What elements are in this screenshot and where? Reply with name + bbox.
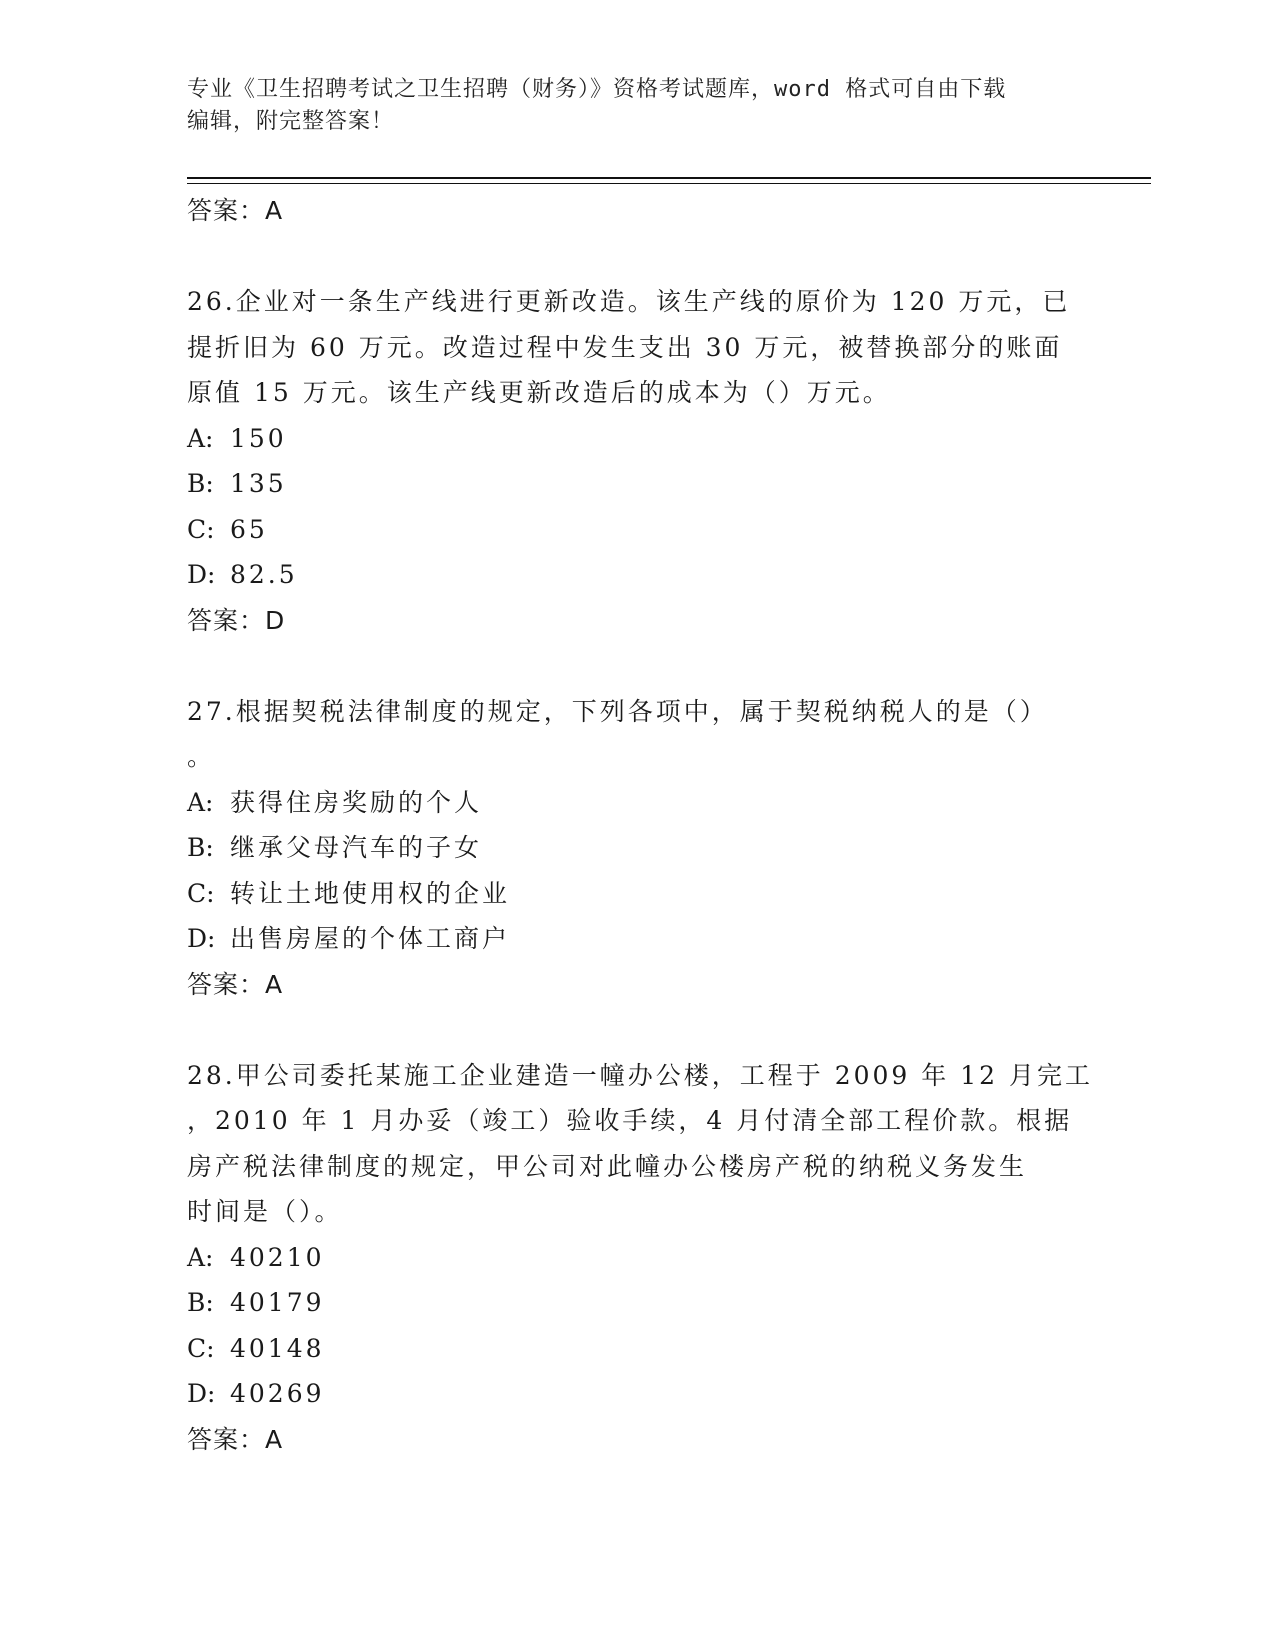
question-26 — [187, 279, 1087, 643]
option-text: 出售房屋的个体工商户 — [230, 924, 511, 953]
option-d — [187, 916, 1087, 962]
answer: 答案：A — [187, 969, 284, 999]
question-text-line: 原值 15 万元。该生产线更新改造后的成本为（）万元。 — [187, 378, 891, 407]
option-b — [187, 1280, 1087, 1326]
option-label: B: — [187, 1288, 214, 1317]
option-label: A: — [187, 1242, 214, 1272]
question-27 — [187, 689, 1087, 1008]
previous-answer: 答案：A — [187, 196, 284, 225]
question-text-line: ，2010 年 1 月办妥（竣工）验收手续，4 月付清全部工程价款。根据 — [187, 1106, 1073, 1135]
option-label: C: — [187, 878, 215, 908]
option-text: 82.5 — [230, 560, 298, 589]
option-a — [187, 1235, 1087, 1281]
option-label: A: — [187, 423, 214, 453]
header-rule-thin — [187, 183, 1151, 184]
option-label: D: — [187, 924, 216, 953]
option-label: D: — [187, 1379, 216, 1408]
question-text-line: 27.根据契税法律制度的规定，下列各项中，属于契税纳税人的是（） — [187, 696, 1048, 726]
option-label: C: — [187, 1333, 215, 1363]
question-list — [187, 188, 1093, 1462]
question-28 — [187, 1053, 1093, 1463]
header-rule-thick — [187, 177, 1151, 179]
option-text: 65 — [230, 514, 268, 544]
option-b — [187, 461, 1087, 507]
option-c — [187, 1326, 1087, 1372]
option-a — [187, 780, 1087, 826]
page-header — [187, 74, 1087, 138]
answer: 答案：A — [187, 1424, 284, 1454]
option-text: 继承父母汽车的子女 — [230, 833, 483, 862]
option-label: A: — [187, 787, 214, 817]
option-text: 150 — [230, 423, 287, 453]
question-text-line: 房产税法律制度的规定，甲公司对此幢办公楼房产税的纳税义务发生 — [187, 1151, 1028, 1181]
header-line-2: 编辑，附完整答案！ — [187, 109, 395, 134]
option-text: 获得住房奖励的个人 — [230, 787, 483, 817]
header-line-1: 专业《卫生招聘考试之卫生招聘（财务）》资格考试题库，word 格式可自由下载 — [187, 77, 1007, 102]
option-text: 转让土地使用权的企业 — [230, 878, 511, 908]
option-c — [187, 871, 1087, 917]
option-c — [187, 507, 1087, 553]
option-a — [187, 416, 1087, 462]
option-label: B: — [187, 833, 214, 862]
option-text: 40148 — [230, 1333, 325, 1363]
question-text-line: 提折旧为 60 万元。改造过程中发生支出 30 万元，被替换部分的账面 — [187, 332, 1063, 362]
question-text-line: 。 — [187, 742, 216, 771]
option-text: 40179 — [230, 1288, 325, 1317]
spacer — [187, 234, 1087, 280]
spacer — [187, 643, 1087, 689]
option-label: C: — [187, 514, 215, 544]
question-text-line: 时间是（）。 — [187, 1197, 343, 1226]
option-text: 40210 — [230, 1242, 325, 1272]
answer: 答案：D — [187, 605, 286, 635]
option-text: 40269 — [230, 1379, 325, 1408]
option-b — [187, 825, 1087, 871]
question-text-line: 28.甲公司委托某施工企业建造一幢办公楼，工程于 2009 年 12 月完工 — [187, 1060, 1093, 1090]
option-d — [187, 552, 1087, 598]
spacer — [187, 1007, 1087, 1053]
option-label: D: — [187, 560, 216, 589]
option-text: 135 — [230, 469, 287, 498]
question-text-line: 26.企业对一条生产线进行更新改造。该生产线的原价为 120 万元，已 — [187, 287, 1071, 316]
option-d — [187, 1371, 1087, 1417]
option-label: B: — [187, 469, 214, 498]
